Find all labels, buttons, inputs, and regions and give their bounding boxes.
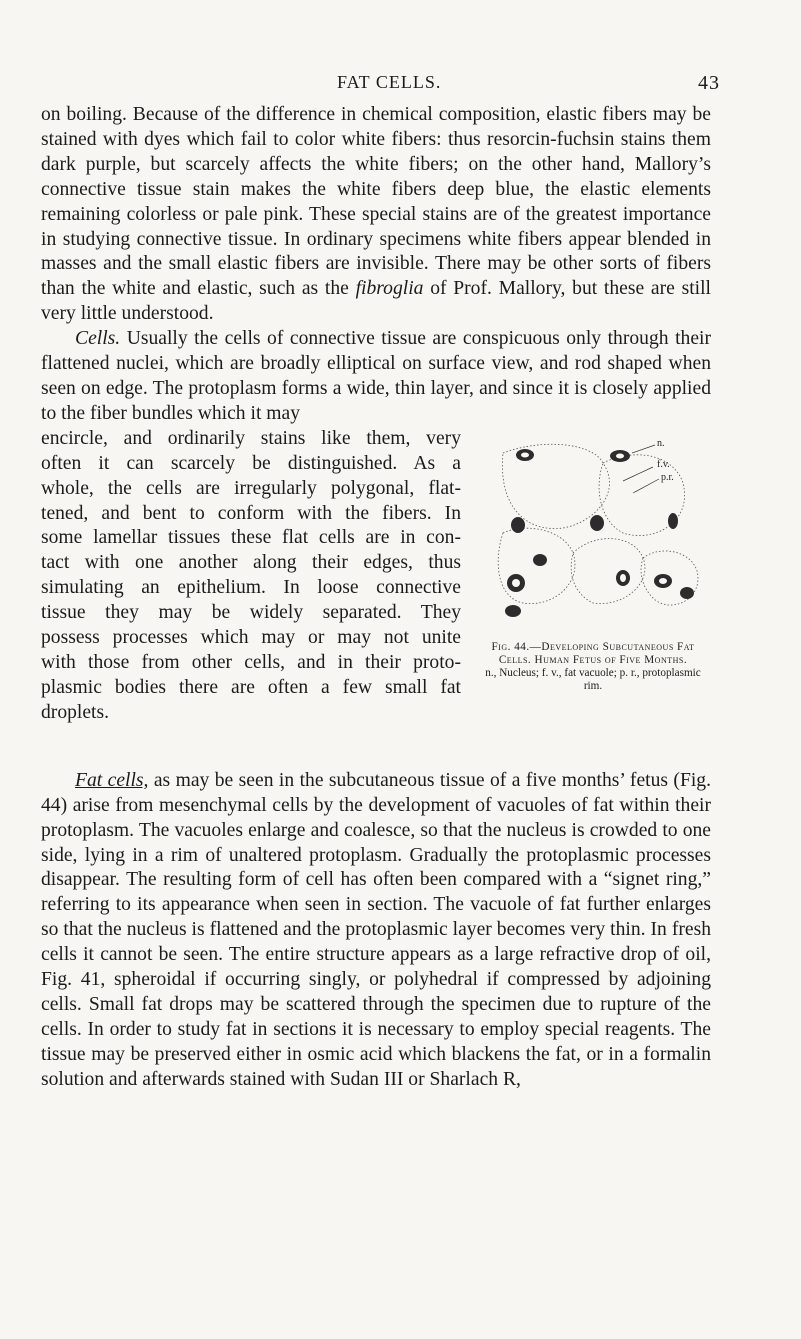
- term-fibroglia: fibroglia: [355, 278, 424, 300]
- paragraph-fat-cells: [41, 769, 711, 1093]
- paragraph-2-last-line: droplets.: [41, 701, 110, 723]
- figure-side-line: plasmic bodies there are often a few small fat: [41, 676, 461, 698]
- label-pr: p.r.: [661, 471, 674, 483]
- paragraph-3-text: as may be seen in the subcutaneous tissue of a five months’ fetus (Fig. 44) arise from mesenchymal cells by the development of vacuoles of fat within their protoplasm. The vacuoles enlarge and coalesce, so that the nucleus is crowded to one side, lying in a rim of unaltered protoplasm. Gradually the protoplasmic processes disappear. The resulting form of cell has often been compared with a “signet ring,” referring to its appearance when seen in section. The vacuole of fat further enlarges so that the nucleus is flattened and the protoplasmic layer becomes very thin. In fresh cells it cannot be seen. The entire structure appears as a large refractive drop of oil, Fig. 41, spheroidal if occurring singly, or polyhedral if compressed by adjoining cells. Small fat drops may be scattered through the specimen due to rupture of the cells. In order to study fat in sections it is necessary to employ special reagents. The tissue may be preserved either in osmic acid which blackens the fat, or in a formalin solution and afterwards stained with Sudan III or Sharlach R,: [41, 769, 711, 1090]
- running-head-title: FAT CELLS.: [337, 72, 442, 92]
- figure-side-line: some lamellar tissues these flat cells are in con-: [41, 527, 461, 549]
- label-fv: f.v.: [657, 458, 670, 470]
- paragraph-1-text-b: of Prof. Mallory, but these are still very little understood.: [41, 278, 711, 325]
- figure-side-line: possess processes which may or may not unite: [41, 627, 461, 649]
- fat-cells-illustration: [483, 433, 705, 633]
- figure-side-line: tact with one another along their edges, thus: [41, 552, 461, 574]
- figure-side-line: with those from other cells, and in their proto-: [41, 651, 461, 673]
- figure-side-line: encircle, and ordinarily stains like them, very: [41, 427, 461, 449]
- body-text: [41, 103, 711, 1093]
- caption-title: Fig. 44.—Developing Subcutaneous Fat Cells. Human Fetus of Five Months.: [491, 640, 695, 666]
- caption-key: n., Nucleus; f. v., fat vacuole; p. r., protoplasmic rim.: [485, 666, 701, 692]
- figure-44: [475, 433, 711, 765]
- figure-side-line: tened, and bent to conform with the fibers. In: [41, 502, 461, 524]
- heading-cells: Cells.: [75, 328, 121, 350]
- paragraph-elastic-fibers: [41, 103, 711, 327]
- figure-side-line: tissue they may be widely separated. They: [41, 602, 461, 624]
- figure-side-line: often it can scarcely be distinguished. As a: [41, 452, 461, 474]
- page-number: 43: [698, 72, 720, 94]
- paragraph-2-text-top: Usually the cells of connective tissue are conspicuous only through their flattened nuclei, which are broadly elliptical on surface view, and rod shaped when seen on edge. The protoplasm forms a wide, thin layer, and since it is closely applied to the fiber bundles which it may: [41, 328, 711, 424]
- paragraph-1-text-a: on boiling. Because of the difference in chemical composition, elastic fibers may be stained with dyes which fail to color white fibers: thus resorcin-fuchsin stains them dark purple, but scarcely affects the white fibers; on the other hand, Mallory’s connective tissue stain makes the white fibers deep blue, the elastic elements remaining colorless or pale pink. These special stains are of the greatest importance in studying connective tissue. In ordinary specimens white fibers appear blended in masses and the small elastic fibers are invisible. There may be other sorts of fibers than the white and elastic, such as the: [41, 104, 711, 300]
- heading-fat-cells: Fat cells,: [75, 769, 149, 791]
- label-n: n.: [657, 437, 665, 449]
- figure-side-line: whole, the cells are irregularly polygonal, flat-: [41, 477, 461, 499]
- figure-side-line: simulating an epithelium. In loose connective: [41, 577, 461, 599]
- paragraph-cells: [41, 327, 711, 427]
- figure-caption: [475, 641, 711, 693]
- figure-wrap-region: [41, 427, 711, 769]
